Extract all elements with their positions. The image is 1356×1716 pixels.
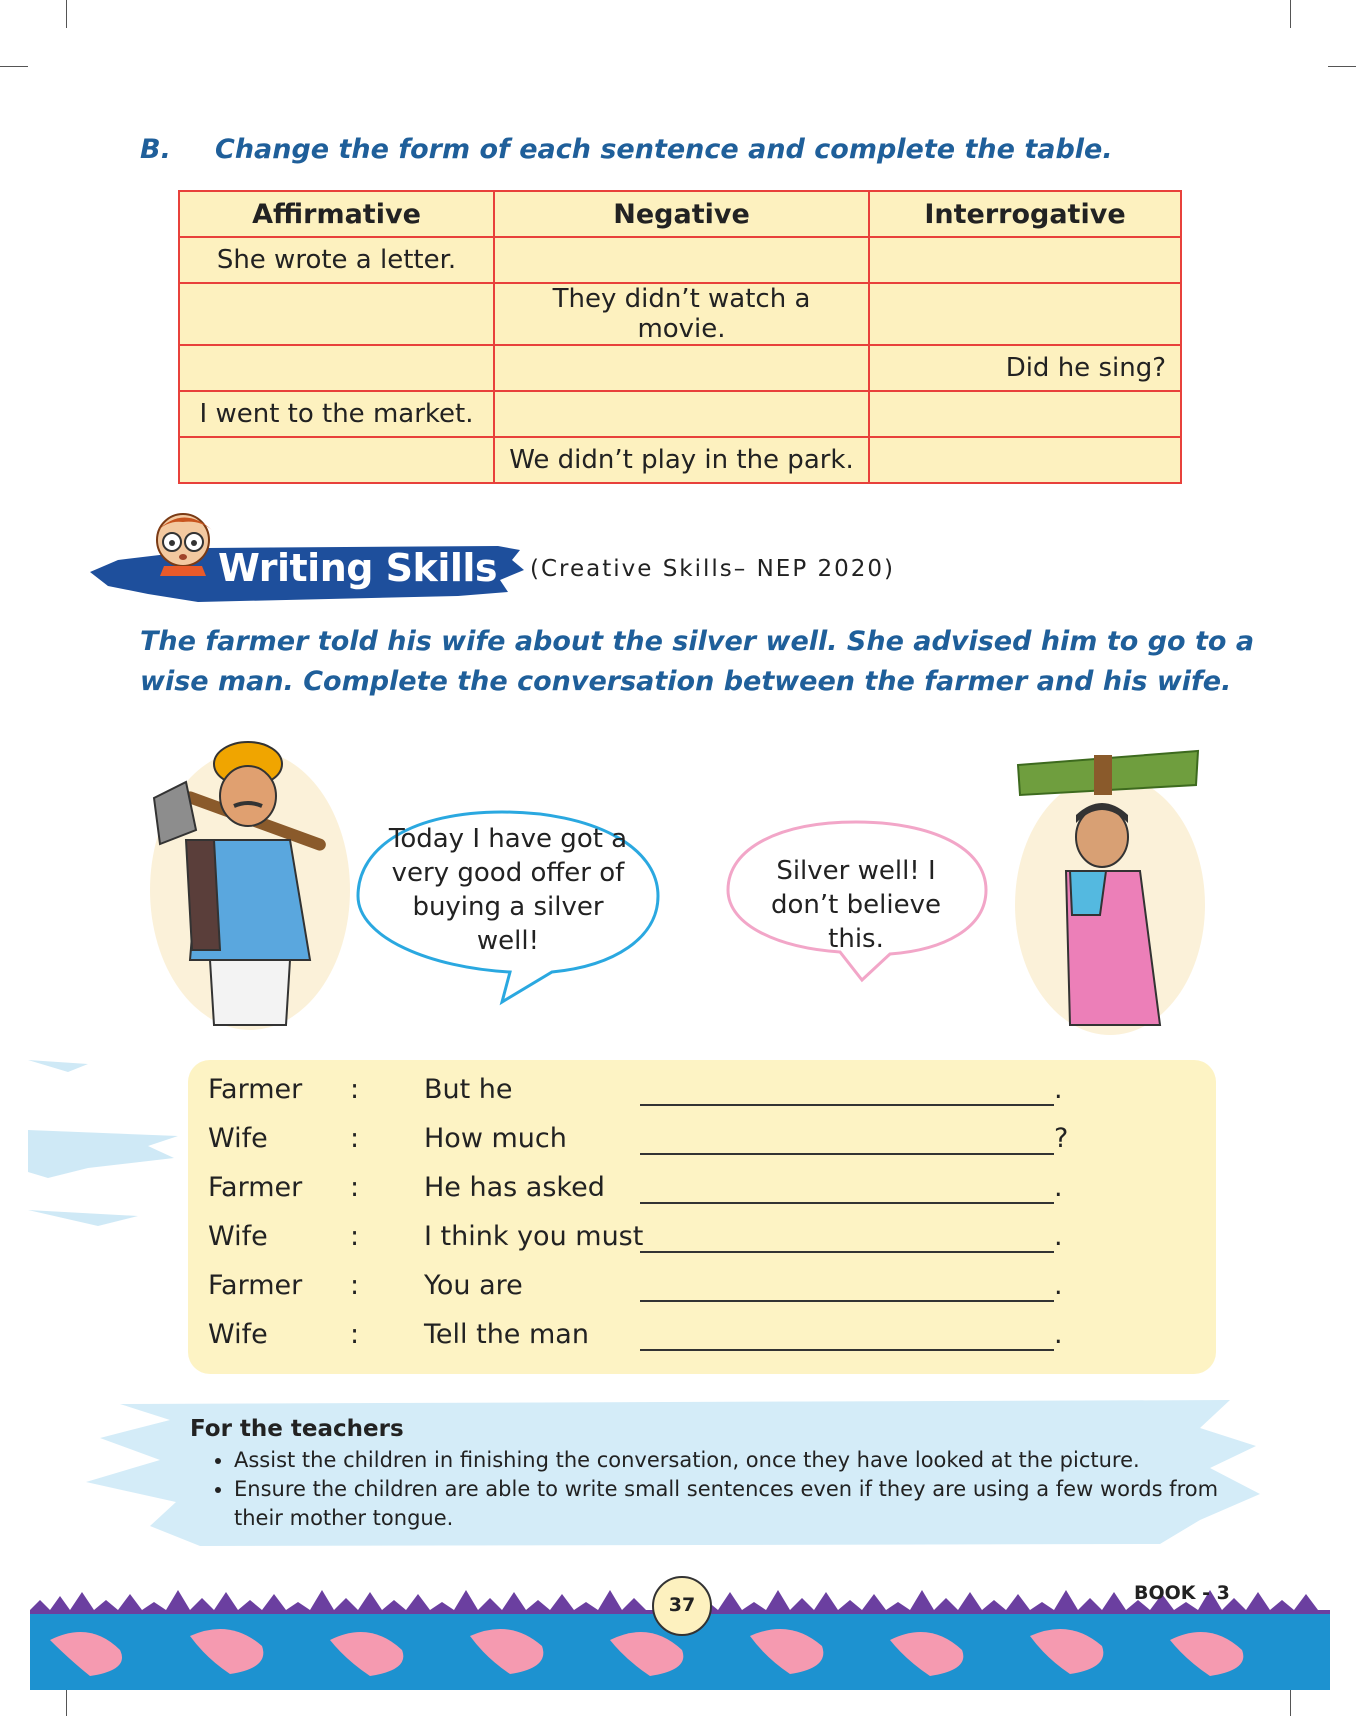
crop-mark [66, 1688, 67, 1716]
sentence-start: How much [424, 1123, 567, 1154]
speaker-label: Wife [208, 1319, 268, 1350]
writing-instruction: The farmer told his wife about the silver well. She advised him to go to a wise man. Complete the conversation between the farmer and his wife. [140, 626, 1255, 697]
table-row [179, 391, 1181, 437]
wife-illustration [1010, 745, 1210, 1035]
crop-mark [1290, 1688, 1291, 1716]
table-row [179, 283, 1181, 345]
table-cell[interactable] [494, 237, 869, 283]
list-item: • Assist the children in finishing the conversation, once they have looked at the picture. [234, 1446, 1224, 1475]
writing-skills-subtitle: (Creative Skills– NEP 2020) [530, 556, 896, 582]
speaker-label: Farmer [208, 1172, 303, 1203]
end-punctuation: . [1054, 1270, 1063, 1301]
table-cell[interactable] [869, 391, 1181, 437]
table-cell: They didn’t watch a movie. [494, 283, 869, 345]
table-cell[interactable] [179, 437, 494, 483]
table-cell[interactable] [179, 283, 494, 345]
table-cell[interactable] [494, 345, 869, 391]
speaker-label: Farmer [208, 1074, 303, 1105]
speaker-label: Wife [208, 1123, 268, 1154]
header-affirmative: Affirmative [179, 191, 494, 237]
farmer-bubble-text: Today I have got a very good offer of buying a silver well! [388, 824, 628, 956]
section-letter: B. [140, 134, 171, 165]
teacher-note-heading: For the teachers [190, 1416, 404, 1442]
table-cell: I went to the market. [179, 391, 494, 437]
conversation-box [188, 1060, 1216, 1374]
section-b-heading [140, 134, 1113, 165]
crop-mark [1328, 66, 1356, 67]
table-cell[interactable] [869, 283, 1181, 345]
answer-blank[interactable] [640, 1349, 1054, 1351]
colon: : [350, 1172, 360, 1203]
table-row [179, 237, 1181, 283]
table-cell[interactable] [494, 391, 869, 437]
table-cell: We didn’t play in the park. [494, 437, 869, 483]
table-cell[interactable] [179, 345, 494, 391]
speaker-label: Farmer [208, 1270, 303, 1301]
answer-blank[interactable] [640, 1202, 1054, 1204]
header-negative: Negative [494, 191, 869, 237]
sentence-start: But he [424, 1074, 513, 1105]
end-punctuation: ? [1054, 1123, 1069, 1154]
end-punctuation: . [1054, 1172, 1063, 1203]
end-punctuation: . [1054, 1319, 1063, 1350]
sentence-start: You are [424, 1270, 523, 1301]
crop-mark [0, 66, 28, 67]
header-interrogative: Interrogative [869, 191, 1181, 237]
table-cell[interactable] [869, 237, 1181, 283]
table-header-row [179, 191, 1181, 237]
writing-skills-title: Writing Skills [218, 546, 498, 590]
sentence-start: He has asked [424, 1172, 605, 1203]
answer-blank[interactable] [640, 1104, 1054, 1106]
answer-blank[interactable] [640, 1251, 1054, 1253]
sentence-form-table [178, 190, 1182, 484]
colon: : [350, 1270, 360, 1301]
speaker-label: Wife [208, 1221, 268, 1252]
table-cell: She wrote a letter. [179, 237, 494, 283]
colon: : [350, 1221, 360, 1252]
crop-mark [66, 0, 67, 28]
book-label: BOOK - 3 [1134, 1582, 1230, 1604]
colon: : [350, 1319, 360, 1350]
wife-bubble-text: Silver well! I don’t believe this. [771, 856, 941, 954]
paint-splash-decoration [28, 1050, 178, 1250]
colon: : [350, 1074, 360, 1105]
table-cell: Did he sing? [869, 345, 1181, 391]
crop-mark [1290, 0, 1291, 28]
colon: : [350, 1123, 360, 1154]
section-instruction: Change the form of each sentence and complete the table. [215, 134, 1113, 165]
answer-blank[interactable] [640, 1300, 1054, 1302]
page-number: 37 [652, 1576, 712, 1636]
sentence-start: I think you must [424, 1221, 644, 1252]
end-punctuation: . [1054, 1074, 1063, 1105]
list-item: • Ensure the children are able to write small sentences even if they are using a few words from their mother tongue. [234, 1475, 1224, 1533]
farmer-illustration [140, 740, 360, 1030]
table-cell[interactable] [869, 437, 1181, 483]
answer-blank[interactable] [640, 1153, 1054, 1155]
teacher-note-list [210, 1446, 1224, 1533]
end-punctuation: . [1054, 1221, 1063, 1252]
table-row [179, 345, 1181, 391]
sentence-start: Tell the man [424, 1319, 589, 1350]
table-row [179, 437, 1181, 483]
